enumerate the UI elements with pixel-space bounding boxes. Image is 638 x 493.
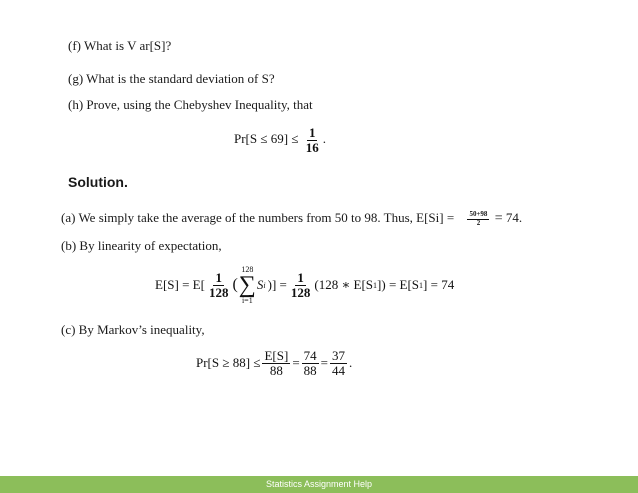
eq-b-p3: (128 ∗ E[S xyxy=(314,277,374,293)
eq-c-frac1-num: E[S] xyxy=(264,348,289,363)
cheb-num: 1 xyxy=(308,125,316,140)
eq-b-frac2 xyxy=(289,271,313,299)
markov-equation xyxy=(196,349,352,377)
linearity-equation xyxy=(155,266,454,305)
cheb-end: . xyxy=(322,131,326,147)
answer-a-text: (a) We simply take the average of the numbers from 50 to 98. Thus, E[Si] = xyxy=(61,210,455,225)
eq-b-frac1 xyxy=(207,271,231,299)
eq-b-paren-open: ( xyxy=(232,276,238,294)
eq-b-p5: ] = 74 xyxy=(423,277,455,293)
answer-a-result: 74. xyxy=(505,210,523,225)
eq-c-frac2-den: 88 xyxy=(303,362,317,378)
eq-b-frac2-num: 1 xyxy=(297,270,304,286)
chebyshev-equation xyxy=(234,126,326,154)
answer-a-fraction xyxy=(467,211,489,227)
cheb-lhs: Pr[S ≤ 69] ≤ xyxy=(234,131,299,147)
eq-c-eq2: = xyxy=(320,355,328,371)
cheb-fraction xyxy=(304,126,321,154)
question-g: (g) What is the standard deviation of S? xyxy=(68,71,275,86)
eq-b-p2: )] = xyxy=(267,277,287,293)
eq-c-frac2 xyxy=(302,349,319,377)
eq-b-p4-sub: 1 xyxy=(419,280,424,290)
eq-c-frac1 xyxy=(262,349,290,377)
answer-b: (b) By linearity of expectation, xyxy=(61,238,222,253)
eq-c-frac1-den: 88 xyxy=(269,362,283,378)
eq-b-frac1-num: 1 xyxy=(215,270,222,286)
eq-c-eq1: = xyxy=(292,355,300,371)
question-h: (h) Prove, using the Chebyshev Inequality, that xyxy=(68,97,313,112)
eq-b-frac1-den: 128 xyxy=(208,284,229,300)
sum-bottom: i=1 xyxy=(241,295,253,305)
eq-c-frac3 xyxy=(330,349,347,377)
question-f: (f) What is V ar[S]? xyxy=(68,38,172,53)
answer-a-num: 50+98 xyxy=(469,210,488,219)
footer-bar xyxy=(0,476,638,493)
eq-b-p4: ]) = E[S xyxy=(377,277,420,293)
eq-c-frac3-num: 37 xyxy=(332,348,345,363)
eq-b-p3-sub: 1 xyxy=(373,280,378,290)
sum-term: S xyxy=(256,277,264,293)
sum-top: 128 xyxy=(241,265,254,274)
answer-a-eq: = xyxy=(494,211,503,226)
answer-a xyxy=(61,210,522,227)
summation xyxy=(239,266,256,305)
answer-a-den: 2 xyxy=(476,218,481,227)
eq-b-p1: E[S] = E[ xyxy=(155,277,205,293)
cheb-den: 16 xyxy=(305,139,319,155)
eq-c-frac3-den: 44 xyxy=(332,362,345,378)
eq-c-frac2-num: 74 xyxy=(303,348,317,363)
eq-b-frac2-den: 128 xyxy=(290,284,311,300)
eq-c-lhs: Pr[S ≥ 88] ≤ xyxy=(196,355,261,371)
sigma-icon: ∑ xyxy=(238,272,256,298)
footer-label: Statistics Assignment Help xyxy=(265,479,373,489)
solution-heading: Solution. xyxy=(68,174,128,190)
sum-term-sub: i xyxy=(263,280,266,290)
answer-c: (c) By Markov’s inequality, xyxy=(61,322,205,337)
eq-c-end: . xyxy=(349,355,353,371)
